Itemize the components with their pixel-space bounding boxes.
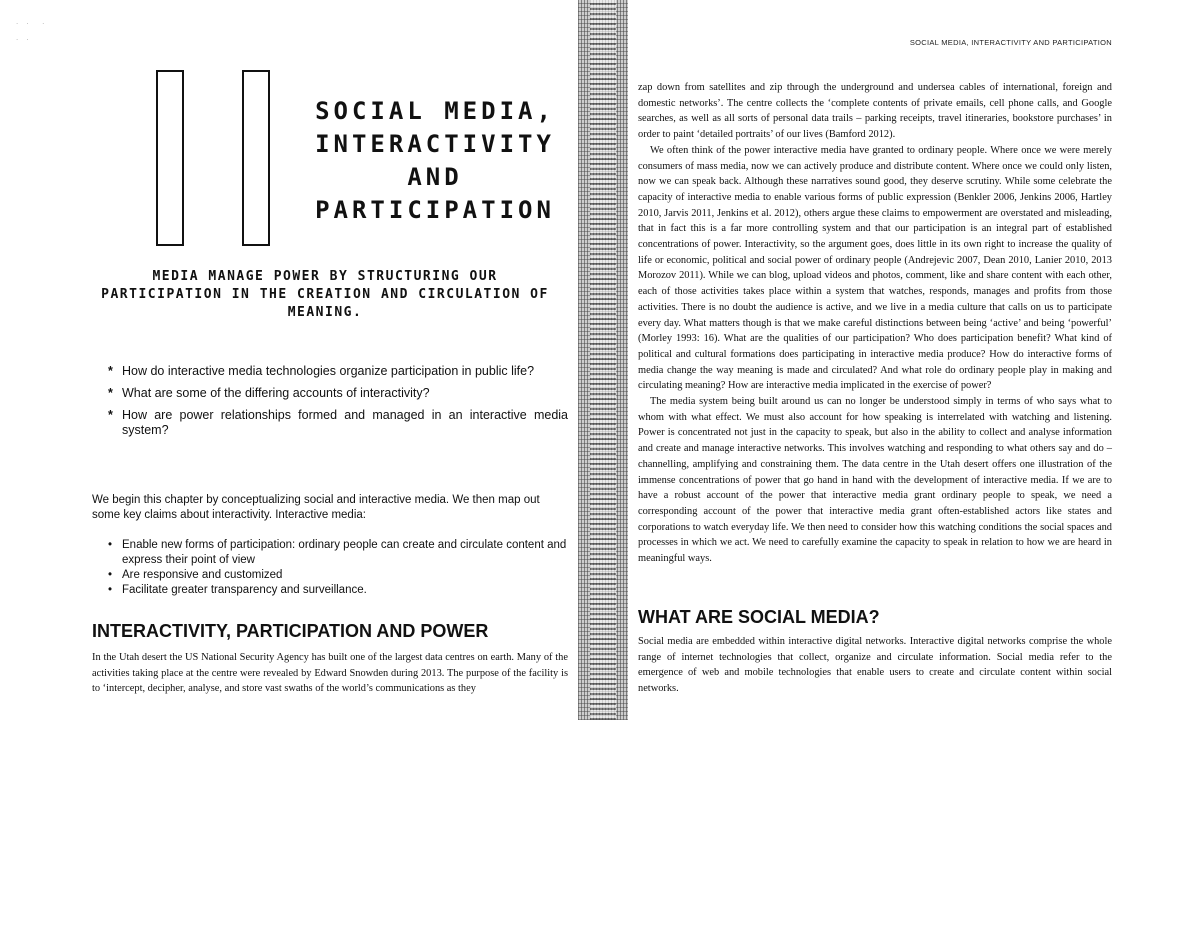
claim-item: • Facilitate greater transparency and surveillance. <box>108 583 568 598</box>
question-item: * How are power relationships formed and managed in an interactive media system? <box>108 408 568 438</box>
body-paragraph: In the Utah desert the US National Security Agency has built one of the largest data centres on earth. Many of the activities taking place at the centre were revealed by Edward Snowden during 2013. The purpose of the facility is to ‘intercept, decipher, analyse, and store vast swaths of the world’s communications as they <box>92 652 568 695</box>
body-paragraph: The media system being built around us can no longer be understood simply in terms of who says what to whom with what effect. We must also account for how speaking is interrelated with watching and listening. Power is concentrated not just in the capacity to speak, but also in the ability to collect and analyse information and create and manage interactive networks. This involves watching and responding to what others say and do – channelling, amplifying and constraining them. The data centre in the Utah desert offers one illustration of the immense concentrations of power that go hand in hand with the development of interactive media. If we are to have a robust account of the power that interactive media grant ordinary people to speak, we need a corresponding account of the power that interactive media grant often-established actors like states and corporations to watch everyday life. We then need to consider how this watching conditions the social spaces and processes in which we act. We need to carefully examine the capacity to speak in relation to how we are heard in meaningful ways. <box>638 396 1112 565</box>
chapter-number-graphic <box>156 70 296 248</box>
question-item: * What are some of the differing accounts of interactivity? <box>108 386 568 401</box>
chapter-epigraph: MEDIA MANAGE POWER BY STRUCTURING OUR PARTICIPATION IN THE CREATION AND CIRCULATION OF MEANING. <box>101 269 549 320</box>
claims-list <box>108 538 568 598</box>
body-paragraph: Social media are embedded within interactive digital networks. Interactive digital networks comprise the whole range of internet technologies that collect, organize and circulate information. Social media refer to the emergence of web and mobile technologies that enable users to create and circulate content within social networks. <box>638 636 1112 695</box>
section-heading: INTERACTIVITY, PARTICIPATION AND POWER <box>92 621 489 641</box>
chapter-number-bar <box>156 70 184 246</box>
chapter-title-line: INTERACTIVITY <box>315 130 555 158</box>
body-paragraph: We often think of the power interactive media have granted to ordinary people. Where once we were merely consumers of mass media, now we can actively produce and distribute content. Where once we could only listen, now we can speak back. Although these narratives sound good, they deserve scrutiny. While some celebrate the capacity of interactive media to enable various forms of public expression (Benkler 2006, Jenkins 2006, Hartley 2010, Jarvis 2011, Jenkins et al. 2012), others argue these claims to empowerment are overstated and misleading, that in fact this is a far more controlling system and that our participation is an integral part of established concentrations of power. Interactivity, so the argument goes, does little in its own right to increase the quality of life or economic, political and social power of ordinary people (Andrejevic 2007, Dean 2010, Lanier 2010, 2013 Morozov 2011). While we can blog, upload videos and photos, comment, like and share content with each other, each of those activities takes place within a system that watches, responds, manages and profits from those activities. There is no doubt the audience is active, and we live in a media culture that calls on us to participate every day. What matters though is that we make careful distinctions between being ‘active’ and being ‘powerful’ (Morley 1993: 16). What are the qualities of our participation? Who does participation benefit? What kind of political and cultural formations does participating in interactive media produce? How do interactive forms of media change the way meaning is made and circulated? And what role do ordinary people play in making and circulating meaning? How are interactive media implicated in the exercise of power? <box>638 144 1112 392</box>
body-paragraph: zap down from satellites and zip through the underground and undersea cables of international, foreign and domestic networks’. The centre collects the ‘complete contents of private emails, cell phone calls, and Google searches, as well as all sorts of personal data trails – parking receipts, travel itineraries, bookstore purchases’ in order to paint ‘detailed portraits’ of our lives (Bamford 2012). <box>638 82 1112 141</box>
chapter-number-bar <box>242 70 270 246</box>
book-gutter-scan <box>578 0 628 720</box>
running-head: SOCIAL MEDIA, INTERACTIVITY AND PARTICIPATION <box>909 38 1112 47</box>
chapter-title-line: SOCIAL MEDIA, <box>315 97 555 125</box>
scan-specks: · · · · · <box>16 20 48 44</box>
chapter-title <box>310 95 560 227</box>
section-heading: WHAT ARE SOCIAL MEDIA? <box>638 607 880 627</box>
chapter-questions <box>108 364 568 445</box>
question-item: * How do interactive media technologies organize participation in public life? <box>108 364 568 379</box>
right-page-body <box>638 80 1112 567</box>
right-page-section <box>638 634 1112 697</box>
intro-paragraph: We begin this chapter by conceptualizing social and interactive media. We then map out some key claims about interactivity. Interactive media: <box>92 494 540 521</box>
left-page <box>0 0 580 927</box>
chapter-title-line: PARTICIPATION <box>315 196 555 224</box>
claim-item: • Enable new forms of participation: ordinary people can create and circulate content and express their point of view <box>108 538 568 568</box>
claim-item: • Are responsive and customized <box>108 568 568 583</box>
chapter-title-line: AND <box>407 163 463 191</box>
